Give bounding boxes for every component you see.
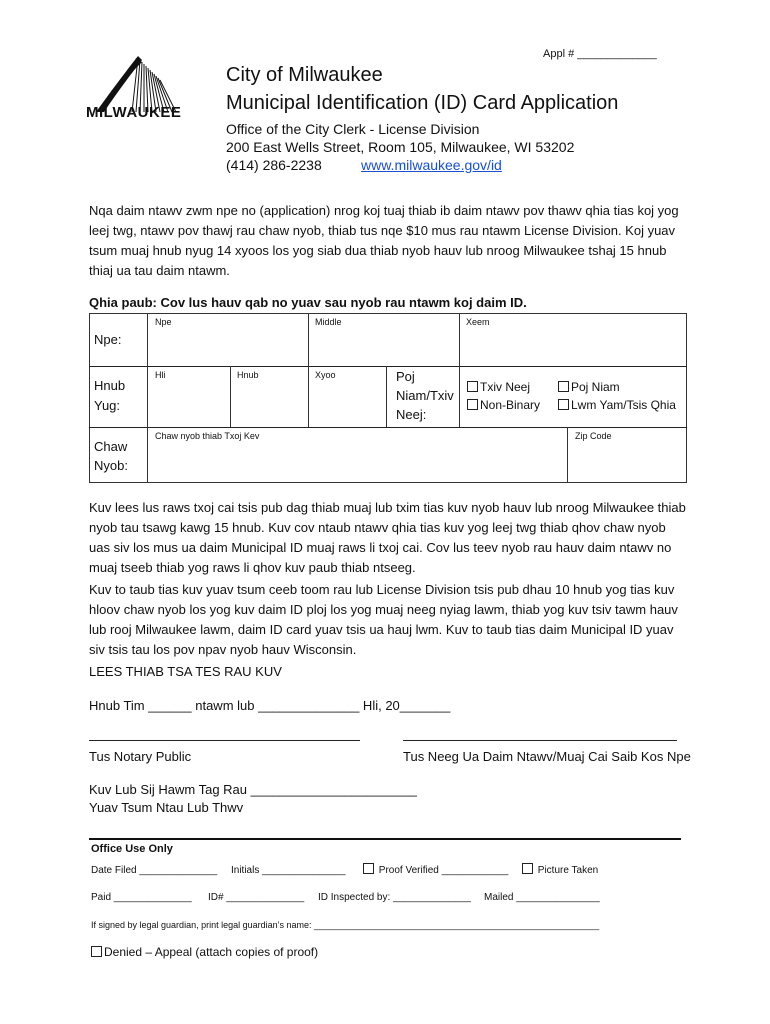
application-number: Appl # _____________ [543,48,657,60]
notification-paragraph: Kuv to taub tias kuv yuav tsum ceeb toom rau lub License Division tsis pub dhau 10 hnub yog tias kuv hloov chaw nyob los yog kuv daim ID ploj los yog muaj neeg nyiag lawm, thiab yog kuv tsiv tawm hauv lub rooj Milwaukee lawm, daim ID card yuav tsis ua hauj lwm. Kuv to taub tias daim Municipal ID yuav siv tsis tau los pov npav nyob hauv Wisconsin. [89,582,678,657]
gender-option-nonbinary[interactable]: Non-Binary [467,395,540,415]
page-subtitle: Municipal Identification (ID) Card Application [226,92,619,114]
denied-appeal-field[interactable]: Denied – Appeal (attach copies of proof) [91,945,318,959]
dob-year-field[interactable]: Xyoo [315,370,336,380]
address-label-2: Nyob: [94,458,128,473]
guardian-name-field[interactable]: If signed by legal guardian, print legal guardian’s name: _________________________________________________________ [91,920,600,930]
date-filed-field[interactable]: Date Filed ______________ [91,865,218,876]
zip-code-field[interactable]: Zip Code [575,431,612,441]
office-use-title: Office Use Only [91,843,173,855]
id-number-field[interactable]: ID# ______________ [208,892,305,903]
picture-taken-field[interactable]: Picture Taken [522,863,598,876]
proof-verified-field[interactable]: Proof Verified ____________ [363,863,508,876]
initials-field[interactable]: Initials _______________ [231,865,346,876]
gender-label-1: Poj [396,369,415,384]
checkbox-icon[interactable] [467,381,478,392]
dob-label-1: Hnub [94,378,126,393]
dob-label-2: Yug: [94,398,121,413]
office-street: 200 East Wells Street, Room 105, Milwaukee, WI 53202 [226,139,575,155]
website-link[interactable]: www.milwaukee.gov/id [361,157,502,173]
commission-note: Yuav Tsum Ntau Lub Thwv [89,800,244,815]
instruction-text: Qhia paub: Cov lus hauv qab no yuav sau nyob rau ntawm koj daim ID. [89,295,527,310]
gender-label-3: Neej: [396,407,427,422]
affirmation-paragraph: Kuv lees lus raws txoj cai tsis pub dag thiab muaj lub txim tias kuv nyob hauv lub nroog Milwaukee thiab nyob tau tsawg kawg 15 hnub. Kuv cov ntaub ntawv qhia tias kuv yog leej twg thiab qhov chaw nyob uas siv los mus ua daim Municipal ID muaj raws li txoj cai. Cov lus teev nyob rau hauv daim ntawv no muaj tseeb thiab yog raws li qhov kuv paub thiab ntseeg. [89,500,686,575]
checkbox-icon[interactable] [558,399,569,410]
office-phone: (414) 286-2238 [226,157,322,173]
sworn-statement: LEES THIAB TSA TES RAU KUV [89,664,282,679]
checkbox-icon[interactable] [91,946,102,957]
office-name: Office of the City Clerk - License Division [226,121,480,137]
commission-expires[interactable]: Kuv Lub Sij Hawm Tag Rau _______________________ [89,782,417,797]
notary-label: Tus Notary Public [89,749,192,764]
applicant-signature-line[interactable] [403,740,677,741]
applicant-label: Tus Neeg Ua Daim Ntawv/Muaj Cai Saib Kos Npe [403,749,691,764]
gender-label-2: Niam/Txiv [396,388,454,403]
date-sworn-line[interactable]: Hnub Tim ______ ntawm lub ______________ Hli, 20_______ [89,698,451,713]
checkbox-icon[interactable] [363,863,374,874]
checkbox-icon[interactable] [522,863,533,874]
dob-day-field[interactable]: Hnub [237,370,259,380]
notary-signature-line[interactable] [89,740,360,741]
gender-option-female[interactable]: Poj Niam [558,377,620,397]
mailed-field[interactable]: Mailed _______________ [484,892,600,903]
page-title: City of Milwaukee [226,64,383,86]
gender-option-male[interactable]: Txiv Neej [467,377,530,397]
intro-paragraph: Nqa daim ntawv zwm npe no (application) nrog koj tuaj thiab ib daim ntawv pov thawv qhia tias koj yog leej twg, ntawv pov thawj rau chaw nyob, thiab tus nqe $10 mus rau ntawm License Division. Koj yuav tsum muaj hnub nyug 14 xyoos los yog siab dua thiab nyob hauv lub nroog Milwaukee tshaj 15 hnub thiaj ua tau daim ntawm. [89,203,679,278]
gender-option-other[interactable]: Lwm Yam/Tsis Qhia [558,395,676,415]
last-name-field[interactable]: Xeem [466,317,490,327]
address-label-1: Chaw [94,439,128,454]
name-label: Npe: [94,332,122,347]
first-name-field[interactable]: Npe [155,317,172,327]
checkbox-icon[interactable] [558,381,569,392]
checkbox-icon[interactable] [467,399,478,410]
dob-month-field[interactable]: Hli [155,370,166,380]
street-address-field[interactable]: Chaw nyob thiab Txoj Kev [155,431,260,441]
logo-text: MILWAUKEE [86,104,182,121]
divider [89,838,681,840]
paid-field[interactable]: Paid ______________ [91,892,192,903]
middle-name-field[interactable]: Middle [315,317,342,327]
id-inspected-field[interactable]: ID Inspected by: ______________ [318,892,471,903]
